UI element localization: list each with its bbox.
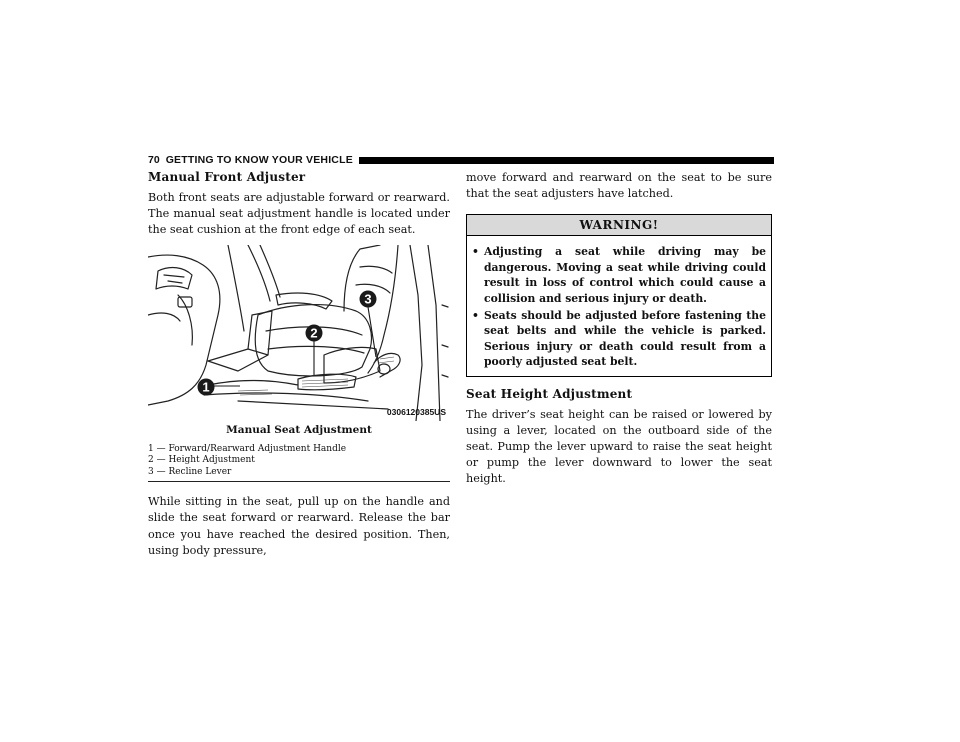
continued-paragraph: move forward and rearward on the seat to be sure that the seat adjusters have latched. bbox=[466, 171, 772, 201]
intro-paragraph: Both front seats are adjustable forward or rearward. The manual seat adjustment handle is located under the seat cushion at the front edge of each seat. bbox=[148, 191, 450, 237]
instructions-paragraph: While sitting in the seat, pull up on the handle and slide the seat forward or rearward. Release the bar once you have reached the desired position. Then, using body pressure, bbox=[148, 495, 450, 557]
right-column bbox=[466, 170, 772, 488]
warning-body bbox=[467, 236, 771, 375]
warning-box bbox=[466, 214, 772, 376]
bullet-icon: • bbox=[472, 245, 479, 259]
figure-caption: Manual Seat Adjustment bbox=[226, 423, 372, 436]
seat-height-heading: Seat Height Adjustment bbox=[466, 386, 633, 401]
seat-height-paragraph: The driver’s seat height can be raised or lowered by using a lever, located on the outboard side of the seat. Pump the lever upward to raise the seat height or pump the lever downward to lower the seat height. bbox=[466, 407, 772, 486]
seat-illustration bbox=[148, 245, 450, 421]
header-rule bbox=[359, 157, 774, 164]
seat-adjustment-figure bbox=[148, 245, 450, 421]
warning-item bbox=[472, 308, 766, 370]
warning-text: Adjusting a seat while driving may be dangerous. Moving a seat while driving could result in loss of control which could cause a collision and serious injury or death. bbox=[484, 245, 766, 305]
section-title: GETTING TO KNOW YOUR VEHICLE bbox=[165, 154, 353, 166]
svg-text:3: 3 bbox=[364, 291, 372, 307]
figure-legend bbox=[148, 444, 450, 483]
page-number: 70 bbox=[148, 154, 160, 166]
warning-title: WARNING! bbox=[467, 215, 771, 236]
figure-code: 0306120385US bbox=[386, 406, 446, 417]
bullet-icon: • bbox=[472, 309, 479, 323]
warning-item bbox=[472, 244, 766, 306]
callout-1 bbox=[198, 378, 215, 395]
svg-text:2: 2 bbox=[310, 325, 318, 341]
callout-2 bbox=[306, 324, 323, 341]
left-column bbox=[148, 170, 450, 559]
legend-item-1: 1 — Forward/Rearward Adjustment Handle bbox=[148, 443, 347, 454]
page-header bbox=[148, 153, 774, 167]
legend-item-2: 2 — Height Adjustment bbox=[148, 455, 255, 466]
warning-text: Seats should be adjusted before fastening the seat belts and while the vehicle is parked. Serious injury or death could result from a poorly adjusted seat belt. bbox=[484, 309, 766, 369]
manual-front-adjuster-heading: Manual Front Adjuster bbox=[148, 170, 306, 184]
callout-3 bbox=[360, 290, 377, 307]
svg-text:1: 1 bbox=[202, 379, 210, 395]
legend-item-3: 3 — Recline Lever bbox=[148, 466, 232, 477]
